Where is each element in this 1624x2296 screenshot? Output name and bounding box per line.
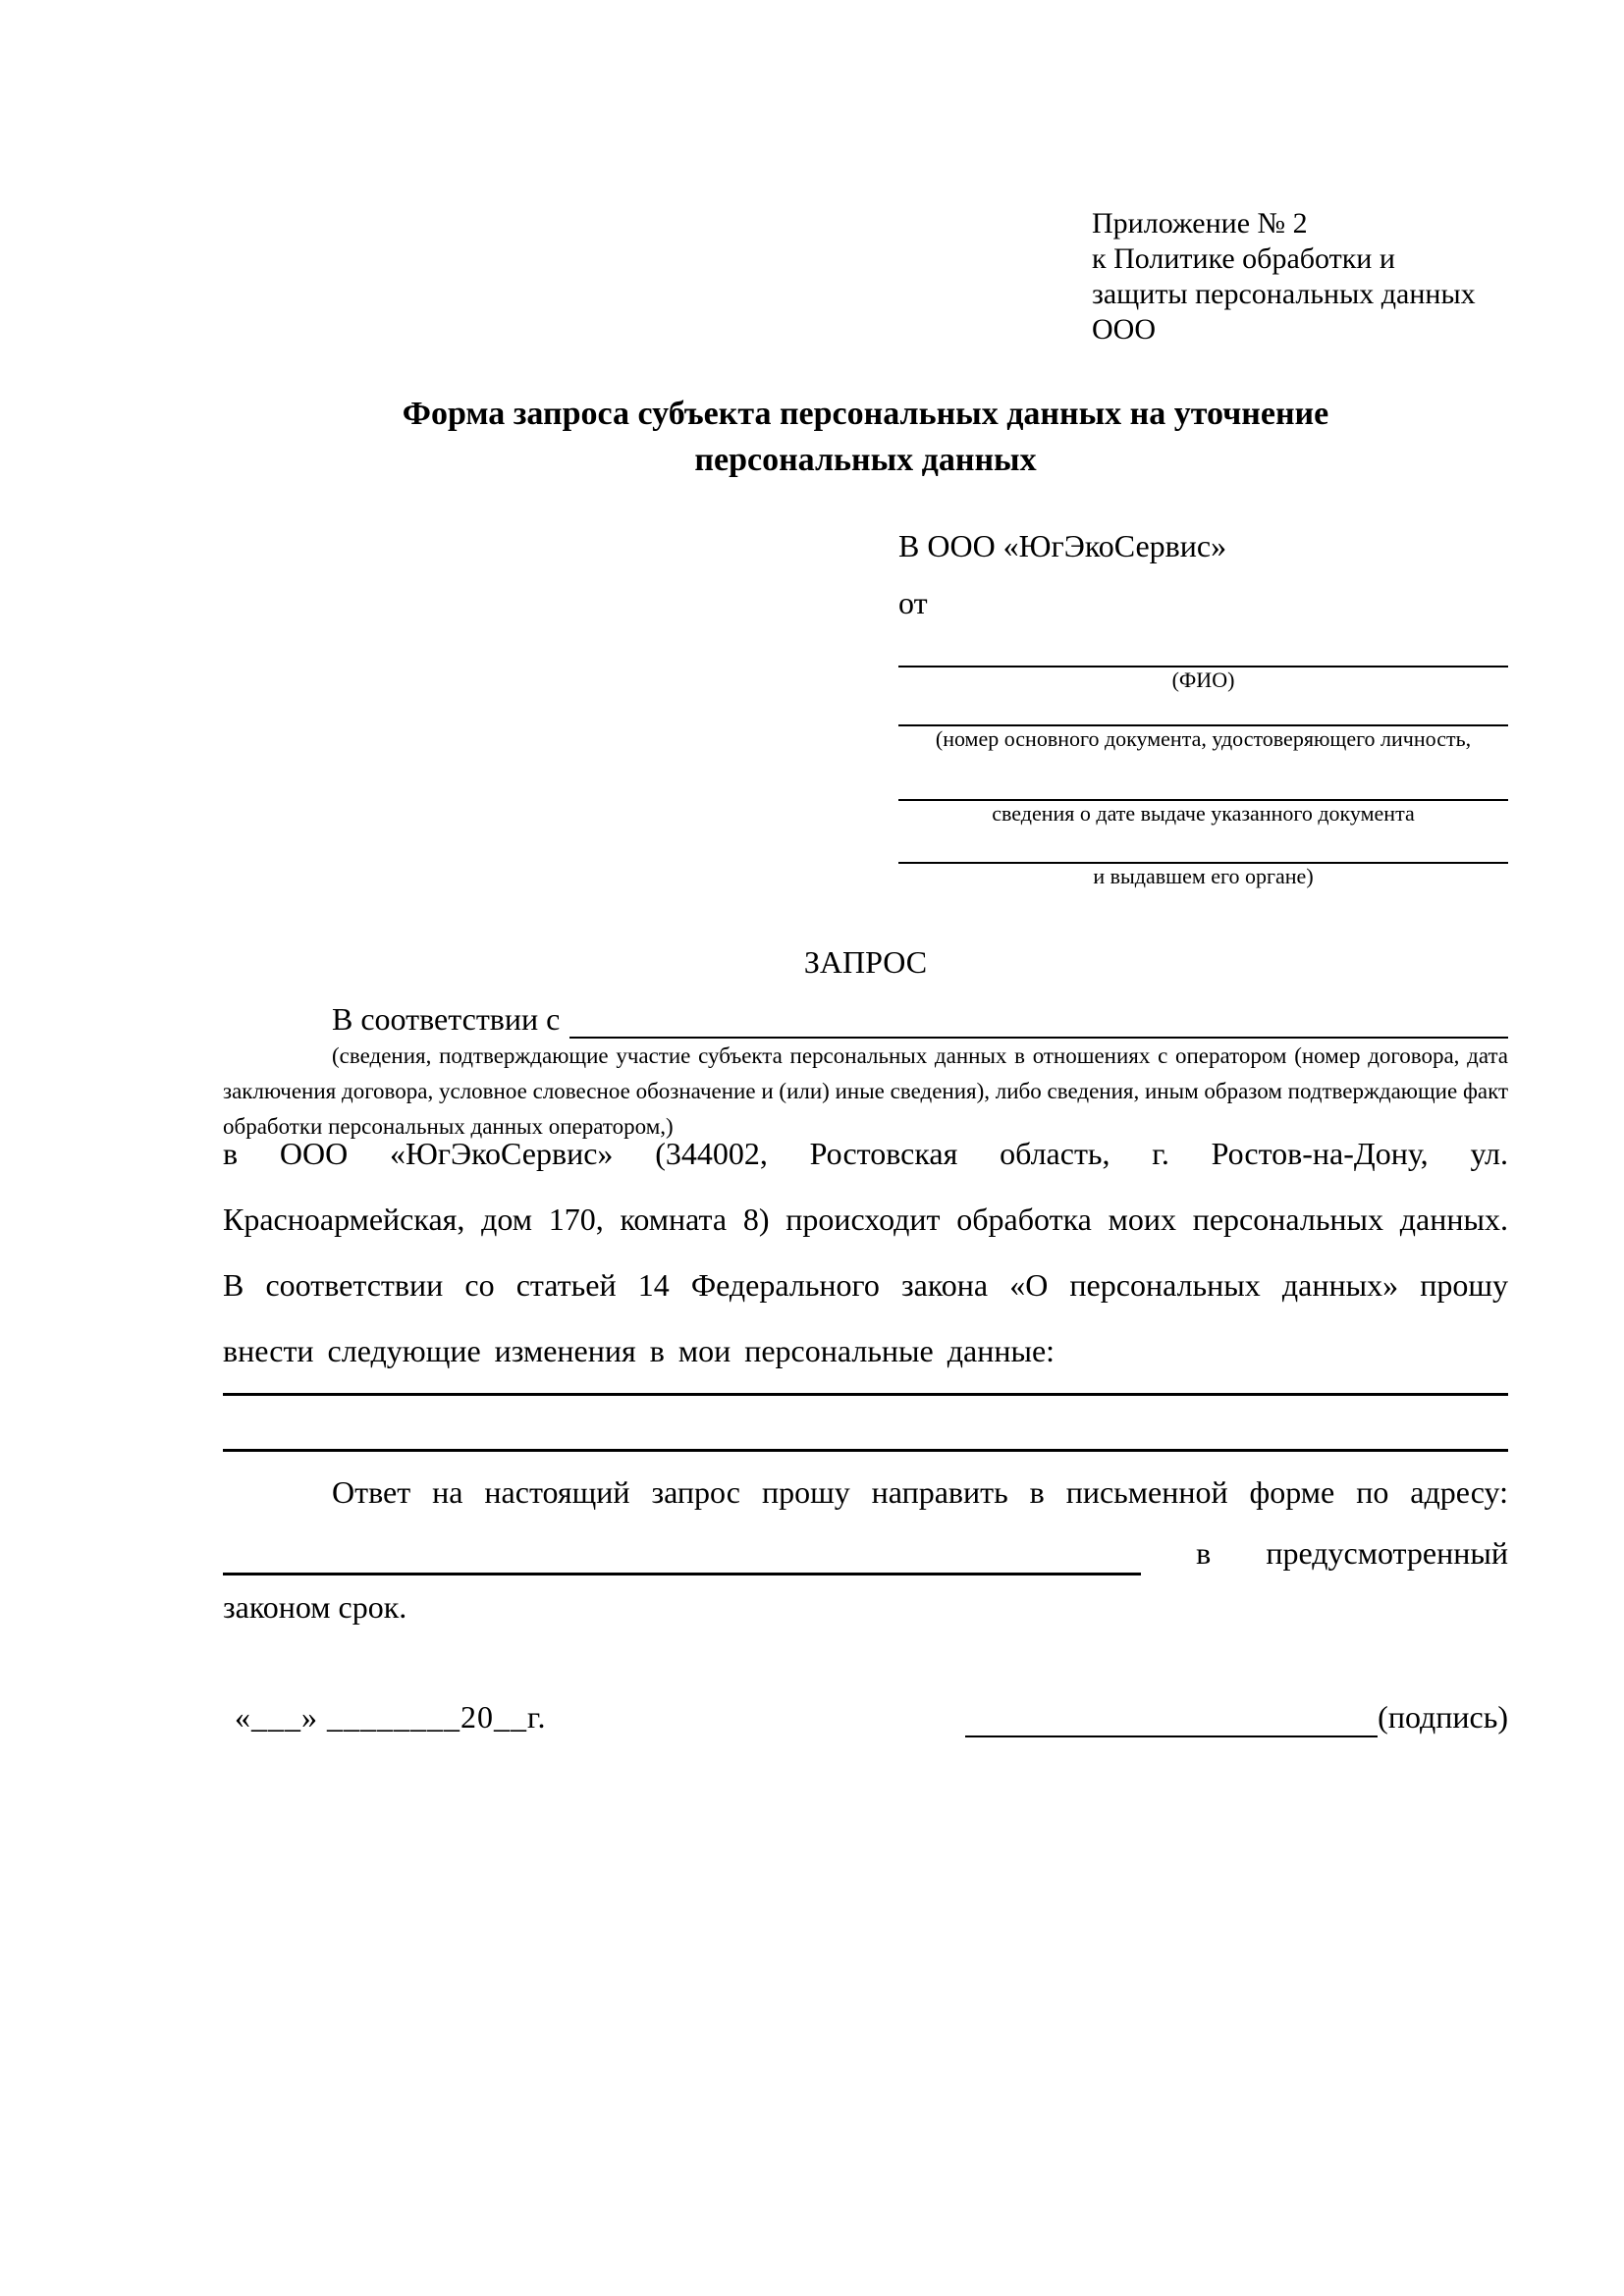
document-number-fill-line: [898, 693, 1508, 726]
signature-caption: (подпись): [1378, 1699, 1508, 1735]
addressee-to: В ООО «ЮгЭкоСервис»: [898, 528, 1227, 563]
document-title-text: Форма запроса субъекта персональных данных на уточнение персональных данных: [402, 396, 1329, 478]
address-fill-line: [223, 1533, 1141, 1575]
reply-word-stipulated: предусмотренный: [1266, 1535, 1508, 1571]
appendix-header: [1092, 206, 1476, 347]
date-template: «___» ________20__г.: [235, 1699, 547, 1735]
document-title: [223, 391, 1508, 483]
changes-fill-line-2: [223, 1449, 1508, 1452]
accordance-lead: В соответствии с: [332, 1001, 561, 1037]
addressee-block: [898, 526, 1508, 889]
date-signature-row: [223, 1696, 1508, 1737]
accordance-note: (сведения, подтверждающие участие субъекта персональных данных в отношениях с оператором (номер договора, дата заключения договора, условное словесное обозначение и (или) иные сведения), либо сведения, иным образом подтверждающие факт обработки персональных данных оператором,): [223, 1043, 1508, 1139]
fio-fill-line: [898, 622, 1508, 667]
document-number-caption: (номер основного документа, удостоверяющего личность,: [935, 726, 1472, 751]
issue-date-fill-line: [898, 752, 1508, 801]
reply-address-row: [223, 1531, 1508, 1575]
issue-date-caption: сведения о дате выдаче указанного документа: [992, 801, 1415, 826]
signature-group: [965, 1696, 1508, 1737]
request-heading: ЗАПРОС: [803, 944, 928, 980]
reply-sentence: Ответ на настоящий запрос прошу направить в письменной форме по адресу:: [332, 1474, 1508, 1510]
changes-fill-line-1: [223, 1393, 1508, 1396]
accordance-fill-line: [569, 1003, 1508, 1039]
appendix-line: ООО: [1092, 313, 1156, 346]
issuing-authority-caption: и выдавшем его органе): [1093, 864, 1314, 888]
body-paragraph: в ООО «ЮгЭкоСервис» (344002, Ростовская область, г. Ростов-на-Дону, ул. Красноармейская, дом 170, комната 8) происходит обработка моих персональных данных. В соответствии со статьей 14 Федерального закона «О персональных данных» прошу внести следующие изменения в мои персональные данные:: [223, 1136, 1508, 1368]
fio-caption: (ФИО): [1171, 667, 1235, 692]
addressee-from-label: от: [898, 585, 928, 620]
reply-sentence-end: законом срок.: [223, 1589, 407, 1625]
reply-word-in: в: [1196, 1535, 1212, 1571]
appendix-line: защиты персональных данных: [1092, 278, 1476, 310]
appendix-line: к Политике обработки и: [1092, 242, 1395, 275]
signature-fill-line: [965, 1698, 1378, 1737]
issuing-authority-fill-line: [898, 827, 1508, 864]
accordance-row: [223, 999, 1508, 1039]
appendix-line: Приложение № 2: [1092, 207, 1308, 240]
